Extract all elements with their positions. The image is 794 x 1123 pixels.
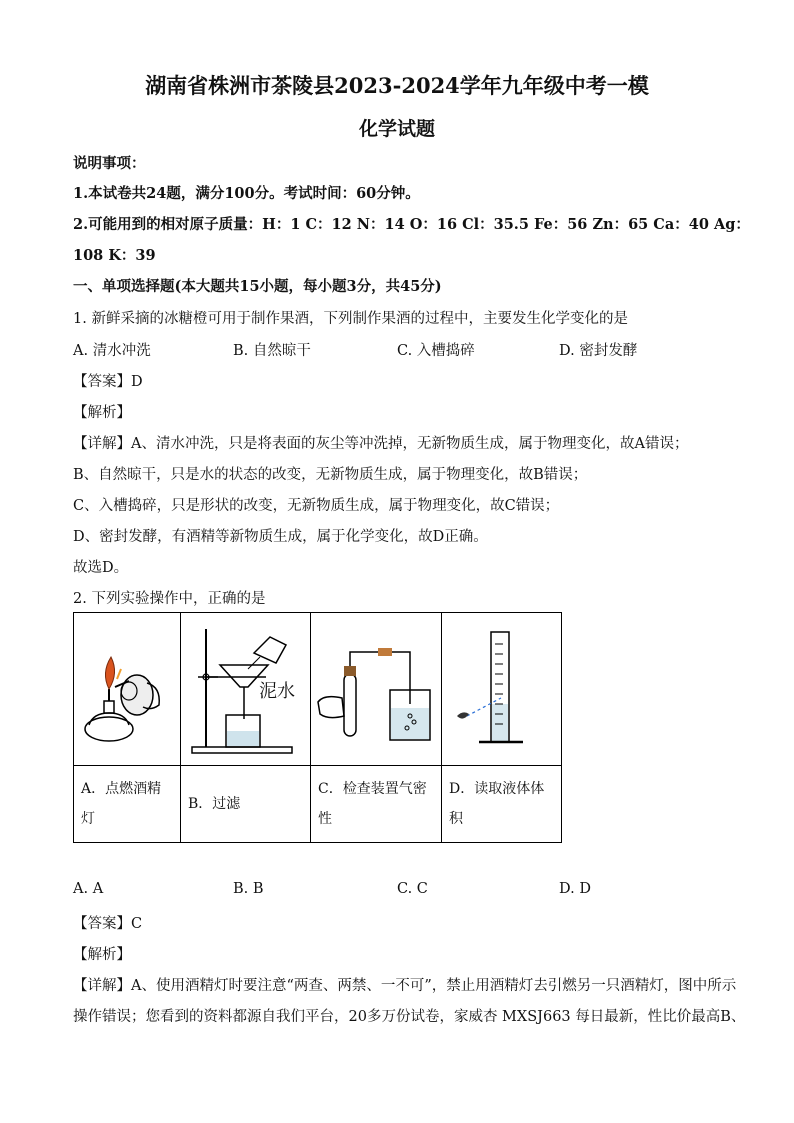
figure-alcohol-lamp — [74, 613, 181, 766]
question-1-stem: 1. 新鲜采摘的冰糖橙可用于制作果酒，下列制作果酒的过程中，主要发生化学变化的是 — [73, 311, 628, 327]
q2-detail-line: 【详解】A、使用酒精灯时要注意“两查、两禁、一不可”，禁止用酒精灯去引燃另一只酒精灯，图中所示 — [73, 978, 737, 994]
q1-detail-line: B、自然晾干，只是水的状态的改变，无新物质生成，属于物理变化，故B错误； — [73, 467, 588, 483]
q2-option-d: D. D — [559, 881, 591, 897]
muddy-water-label: 泥水 — [259, 681, 295, 702]
q1-detail-line: D、密封发酵，有酒精等新物质生成，属于化学变化，故D正确。 — [73, 529, 488, 545]
q2-analysis-label: 【解析】 — [73, 947, 131, 963]
experiment-table — [73, 612, 562, 843]
q1-analysis-label: 【解析】 — [73, 405, 131, 421]
notes-line-3: 108 K：39 — [73, 247, 156, 264]
q2-option-b: B. B — [233, 881, 264, 897]
caption-a: A．点燃酒精 灯 — [74, 766, 181, 843]
alcohol-lamp-icon — [77, 629, 177, 749]
graduated-cylinder-icon — [447, 624, 557, 754]
q1-detail-line: 【详解】A、清水冲洗，只是将表面的灰尘等冲洗掉，无新物质生成，属于物理变化，故A错误； — [73, 436, 689, 452]
notes-line-1: 1.本试卷共24题，满分100分。考试时间：60分钟。 — [73, 185, 420, 202]
q2-option-a: A. A — [73, 881, 104, 897]
q1-answer: 【答案】D — [73, 374, 143, 390]
caption-c: C．检查装置气密 性 — [311, 766, 442, 843]
airtightness-setup-icon — [314, 624, 438, 754]
q1-option-b: B. 自然晾干 — [233, 343, 311, 359]
notes-heading: 说明事项： — [73, 155, 146, 172]
q1-detail-line: C、入槽捣碎，只是形状的改变，无新物质生成，属于物理变化，故C错误； — [73, 498, 560, 514]
caption-b: B．过滤 — [181, 766, 311, 843]
q2-answer: 【答案】C — [73, 916, 143, 932]
page-subtitle: 化学试题 — [358, 118, 435, 140]
caption-d: D．读取液体体 积 — [442, 766, 562, 843]
q1-option-a: A. 清水冲洗 — [73, 343, 151, 359]
q1-detail-line: 故选D。 — [73, 560, 129, 576]
question-2-stem: 2. 下列实验操作中，正确的是 — [73, 591, 266, 607]
section-heading: 一、单项选择题(本大题共15小题，每小题3分，共45分) — [73, 278, 442, 295]
figure-filtration — [181, 613, 311, 766]
q1-option-d: D. 密封发酵 — [559, 343, 638, 359]
figure-read-volume — [442, 613, 562, 766]
figure-airtightness-check — [311, 613, 442, 766]
page-title: 湖南省株洲市茶陵县2023-2024学年九年级中考一模 — [145, 73, 649, 98]
notes-line-2: 2.可能用到的相对原子质量：H：1 C：12 N：14 O：16 Cl：35.5 Fe：56 Zn：65 Ca：40 Ag： — [73, 216, 750, 233]
q2-detail-line: 操作错误；您看到的资料都源自我们平台，20多万份试卷，家威杏 MXSJ663 每日最新，性比价最高B、 — [73, 1009, 746, 1025]
q1-option-c: C. 入槽捣碎 — [397, 343, 475, 359]
q2-option-c: C. C — [397, 881, 428, 897]
